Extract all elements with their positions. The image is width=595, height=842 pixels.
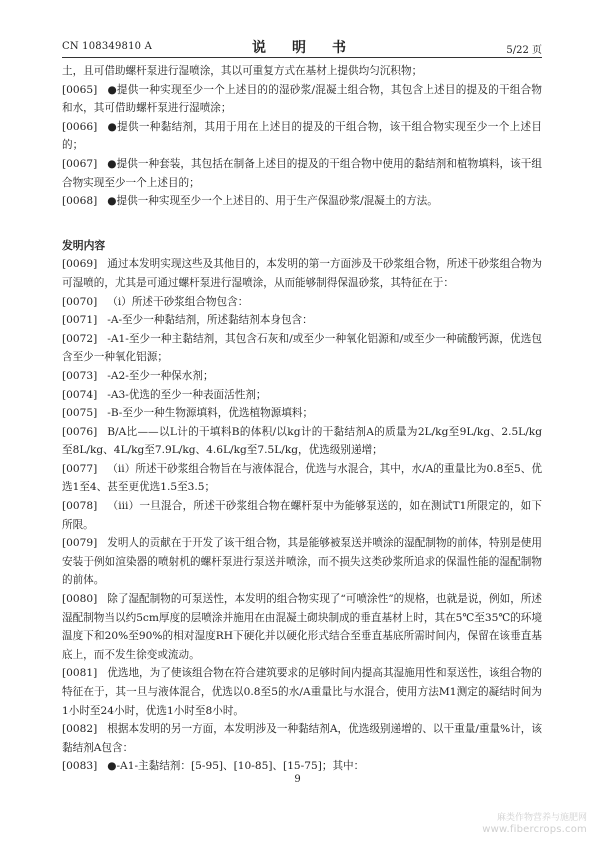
paragraph: [62, 404, 542, 423]
paragraph: [62, 386, 542, 405]
paragraph-text: （iii）一旦混合，所述干砂浆组合物在螺杆泵中为能够泵送的，如在测试T1所限定的，如下所限。: [62, 500, 542, 531]
paragraph-number: [0080]: [62, 593, 98, 606]
paragraph-text: -A2-至少一种保水剂；: [107, 369, 214, 382]
document-number: CN 108349810 A: [62, 41, 153, 52]
paragraph: [62, 118, 542, 155]
paragraph-text: 土，且可借助螺杆泵进行湿喷涂，其以可重复方式在基材上提供均匀沉积物；: [62, 65, 423, 77]
paragraph-number: [0075]: [62, 407, 98, 420]
document-title: 说 明 书: [252, 40, 352, 56]
paragraph-group-objectives: [62, 62, 542, 211]
paragraph-number: [0066]: [62, 120, 98, 133]
paragraph-number: [0081]: [62, 667, 98, 680]
paragraph: [62, 192, 542, 211]
paragraph-text: -A3-优选的至少一种表面活性剂；: [107, 388, 267, 401]
paragraph-number: [0068]: [62, 195, 98, 208]
paragraph: [62, 460, 542, 497]
paragraph: [62, 255, 542, 292]
paragraph-text: （i）所述干砂浆组合物包含：: [107, 295, 249, 308]
paragraph-text: -B-至少一种生物源填料，优选植物源填料；: [107, 407, 314, 420]
paragraph: [62, 367, 542, 386]
document-body: [62, 62, 542, 776]
page-info: 5/22 页: [506, 45, 542, 56]
paragraph-number: [0070]: [62, 295, 98, 308]
paragraph: [62, 293, 542, 312]
section-spacer: [62, 211, 542, 237]
paragraph-number: [0069]: [62, 258, 98, 271]
paragraph: [62, 497, 542, 534]
paragraph-number: [0082]: [62, 723, 98, 736]
paragraph: [62, 423, 542, 460]
paragraph-number: [0077]: [62, 462, 98, 475]
paragraph: [62, 590, 542, 664]
paragraph-text: ●-A1-主黏结剂：[5-95]、[10-85]、[15-75]；其中：: [107, 760, 365, 773]
paragraph-number: [0071]: [62, 314, 98, 327]
paragraph-text: 发明人的贡献在于开发了该干组合物，其是能够被泵送并喷涂的湿配制物的前体，特别是使用安装于例如渲染器的喷射机的螺杆泵进行泵送并喷涂，而不损失这类砂浆所追求的保温性能的湿配制物的前体。: [62, 537, 542, 587]
paragraph-text: 除了湿配制物的可泵送性，本发明的组合物实现了“可喷涂性”的规格，也就是说，例如，所述湿配制物当以约5cm厚度的层喷涂并施用在由混凝土砌块制成的垂直基材上时，其在5℃至35℃的环境温度下和20%至90%的相对湿度RH下硬化并以硬化形式结合至垂直基底所需时间内，保留在该垂直基底上，而不发生徐变或流动。: [62, 593, 542, 661]
paragraph-text: -A-至少一种黏结剂，所述黏结剂本身包含：: [107, 314, 313, 327]
paragraph: [62, 155, 542, 192]
paragraph-text: ●提供一种实现至少一个上述目的、用于生产保温砂浆/混凝土的方法。: [107, 195, 438, 208]
paragraph-text: 通过本发明实现这些及其他目的，本发明的第一方面涉及干砂浆组合物，所述干砂浆组合物为可湿喷的，尤其是可通过螺杆泵进行湿喷涂，从而能够制得保温砂浆，其特征在于：: [62, 258, 542, 289]
paragraph-number: [0065]: [62, 83, 98, 96]
paragraph-text: 根据本发明的另一方面，本发明涉及一种黏结剂A，优选级别递增的、以干重量/重量%计，该黏结剂A包含：: [62, 723, 542, 754]
paragraph: [62, 330, 542, 367]
paragraph: [62, 311, 542, 330]
paragraph: [62, 534, 542, 590]
paragraph-number: [0074]: [62, 388, 98, 401]
section-title: 发明内容: [62, 238, 106, 252]
paragraph-text: （ii）所述干砂浆组合物旨在与液体混合，优选与水混合，其中，水/A的重量比为0.8至5、优选1至4、甚至更优选1.5至3.5；: [62, 462, 542, 494]
paragraph-number: [0079]: [62, 537, 98, 550]
watermark-text: 麻类作物营养与施肥网: [496, 813, 587, 823]
page-header: [62, 37, 542, 58]
paragraph: [62, 81, 542, 118]
paragraph: [62, 664, 542, 720]
paragraph-number: [0067]: [62, 157, 98, 170]
paragraph-text: -A1-至少一种主黏结剂，其包含石灰和/或至少一种氧化铝源和/或至少一种硫酸钙源，优选包含至少一种氧化铝源；: [62, 332, 542, 364]
paragraph-text: B/A比——以L计的干填料B的体积/以kg计的干黏结剂A的质量为2L/kg至9L/kg、2.5L/kg至8L/kg、4L/kg至7.9L/kg、4.6L/kg至7.5L/kg，优选级别递增；: [62, 425, 542, 457]
watermark-url: www.fibercrops.com: [482, 824, 587, 835]
paragraph-text: 优选地，为了使该组合物在符合建筑要求的足够时间内提高其湿施用性和泵送性，该组合物的特征在于，其一旦与液体混合，优选以0.8至5的水/A重量比与水混合，使用方法M1测定的凝结时间为1小时至24小时，优选1小时至8小时。: [62, 667, 542, 717]
page-number: 9: [294, 774, 301, 785]
paragraph: [62, 62, 542, 81]
paragraph-number: [0073]: [62, 369, 98, 382]
paragraph-number: [0076]: [62, 425, 98, 438]
paragraph-number: [0083]: [62, 760, 98, 773]
paragraph: [62, 720, 542, 757]
watermark: [482, 812, 587, 836]
paragraph-number: [0072]: [62, 332, 98, 345]
paragraph-text: ●提供一种实现至少一个上述目的的湿砂浆/混凝土组合物，其包含上述目的提及的干组合物和水，其可借助螺杆泵进行湿喷涂；: [62, 83, 542, 115]
paragraph-group-summary: [62, 255, 542, 776]
paragraph-text: ●提供一种黏结剂，其用于用在上述目的提及的干组合物，该干组合物实现至少一个上述目的；: [62, 120, 542, 152]
paragraph-number: [0078]: [62, 500, 98, 513]
paragraph-text: ●提供一种套装，其包括在制备上述目的提及的干组合物中使用的黏结剂和植物填料，该干组合物实现至少一个上述目的；: [62, 157, 542, 189]
